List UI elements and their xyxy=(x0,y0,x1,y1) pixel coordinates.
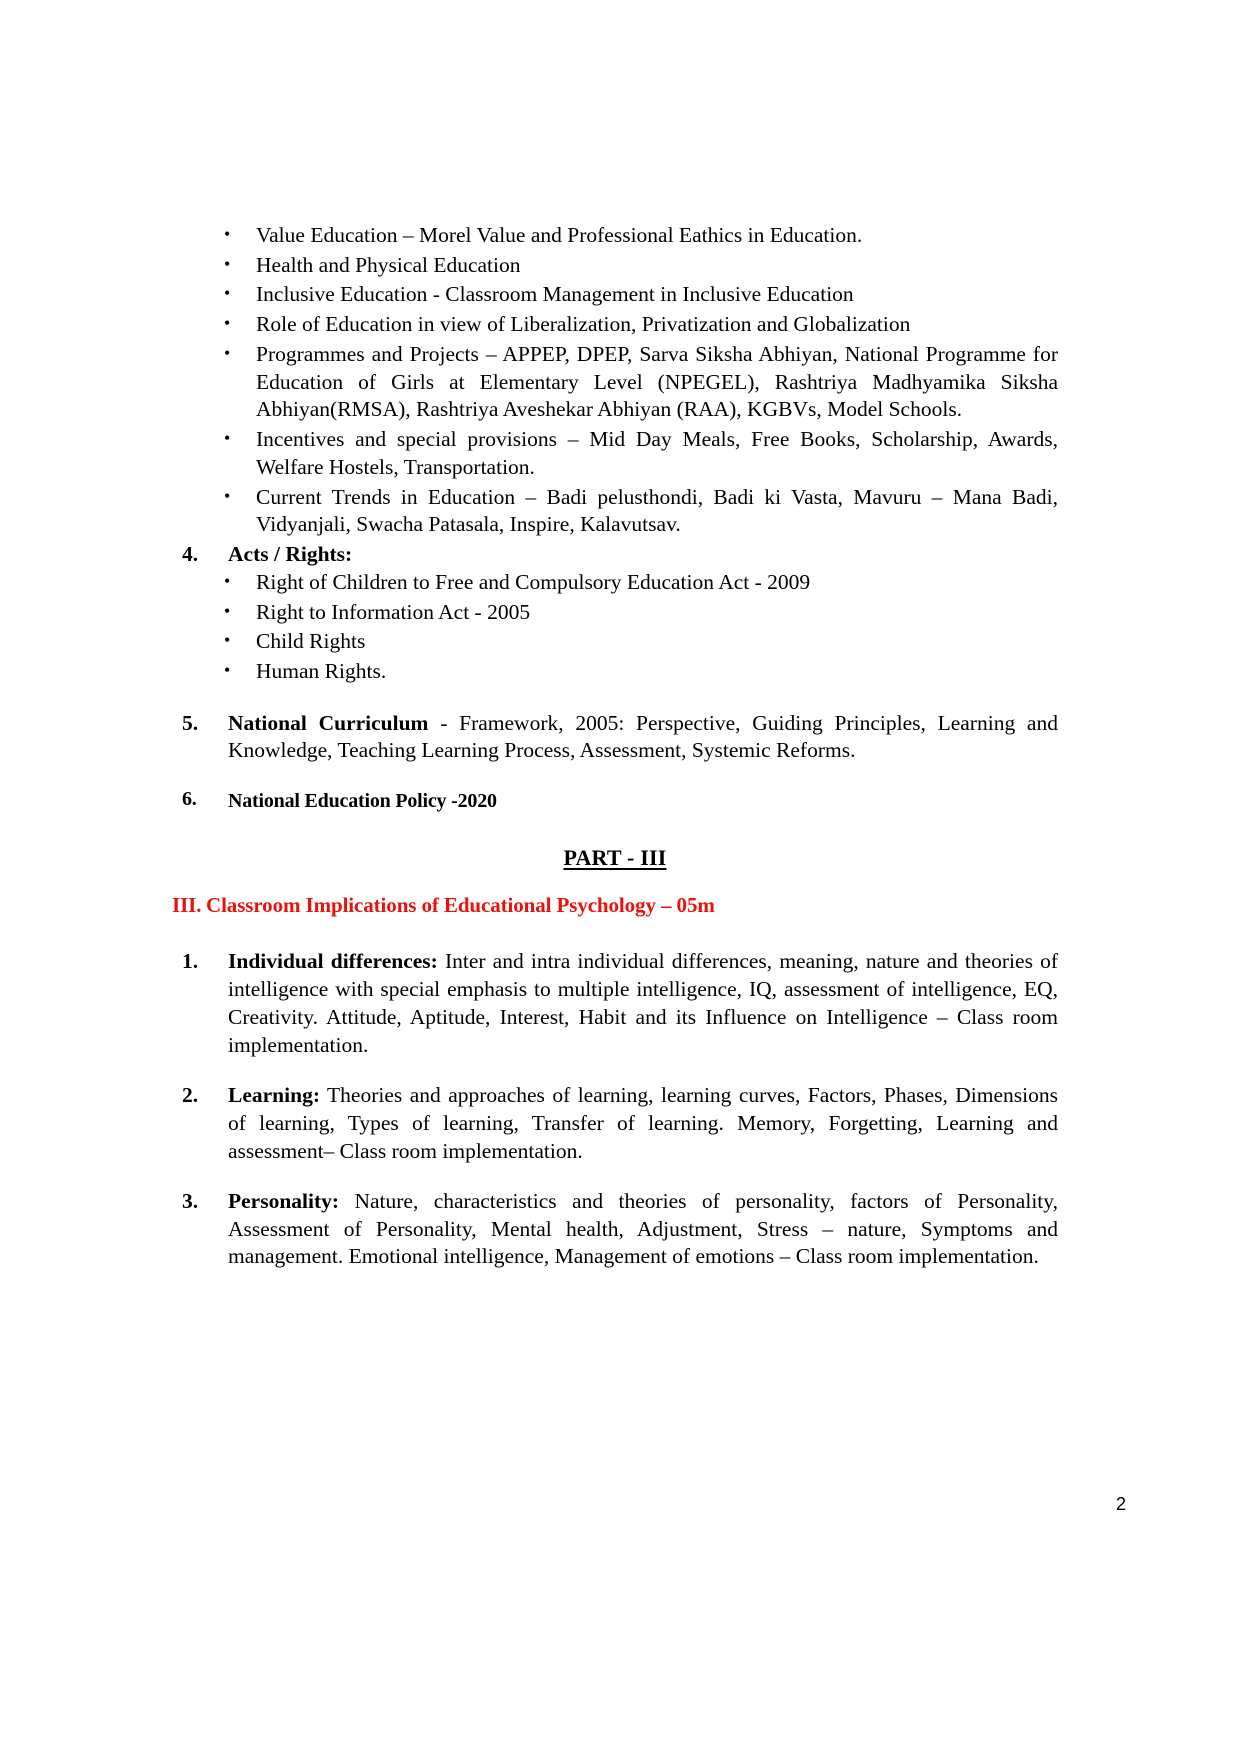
numbered-item-5 xyxy=(172,710,1058,765)
bullet-text: Programmes and Projects – APPEP, DPEP, Sarva Siksha Abhiyan, National Programme for Education of Girls at Elementary Level (NPEGEL), Rashtriya Madhyamika Siksha Abhiyan(RMSA), Rashtriya Aveshekar Abhiyan (RAA), KGBVs, Model Schools. xyxy=(256,341,1058,422)
list-item xyxy=(172,222,1058,250)
item-lead: National Curriculum xyxy=(228,710,429,735)
section-title: Classroom Implications of Educational Psychology – 05m xyxy=(206,893,715,918)
item-body: - Framework, 2005: Perspective, Guiding Principles, Learning and Knowledge, Teaching Learning Process, Assessment, Systemic Reforms. xyxy=(228,710,1058,763)
bullet-text: Incentives and special provisions – Mid Day Meals, Free Books, Scholarship, Awards, Welfare Hostels, Transportation. xyxy=(256,427,1058,479)
item-number: 4. xyxy=(182,542,199,567)
psychology-item-2 xyxy=(172,1082,1058,1166)
bullet-text: Inclusive Education - Classroom Management in Inclusive Education xyxy=(256,282,854,307)
page-content xyxy=(172,222,1058,1271)
psychology-item-1 xyxy=(172,948,1058,1060)
item-number: 3. xyxy=(182,1188,199,1213)
item-number: 1. xyxy=(182,949,199,974)
list-item xyxy=(172,569,1058,597)
numbered-item-6 xyxy=(172,787,1058,815)
spacer xyxy=(172,688,1058,710)
list-item xyxy=(172,311,1058,339)
spacer xyxy=(172,918,1058,948)
list-item xyxy=(172,599,1058,627)
item-number: 6. xyxy=(182,788,197,811)
bullet-text: Child Rights xyxy=(256,629,366,654)
part-heading-text: PART - III xyxy=(563,845,667,871)
item-heading: National Education Policy -2020 xyxy=(228,790,497,813)
part-heading xyxy=(172,845,1058,871)
list-item xyxy=(172,426,1058,481)
item-body: Inter and intra individual differences, meaning, nature and theories of intelligence with special emphasis to multiple intelligence, IQ, assessment of intelligence, EQ, Creativity. Attitude, Aptitude, Interest, Habit and its Influence on Intelligence – Class room implementation. xyxy=(228,949,1058,1057)
spacer xyxy=(172,871,1058,893)
bullet-text: Role of Education in view of Liberalization, Privatization and Globalization xyxy=(256,312,911,337)
bullet-text: Current Trends in Education – Badi pelusthondi, Badi ki Vasta, Mavuru – Mana Badi, Vidyanjali, Swacha Patasala, Inspire, Kalavutsav. xyxy=(256,484,1058,537)
list-item xyxy=(172,484,1058,539)
item-lead: Personality: xyxy=(228,1188,340,1213)
item-lead: Learning: xyxy=(228,1082,320,1107)
spacer xyxy=(172,1166,1058,1188)
item-number: 5. xyxy=(182,710,199,735)
part2-bullet-list xyxy=(172,222,1058,539)
list-item xyxy=(172,628,1058,656)
spacer xyxy=(172,1060,1058,1082)
item-body: Theories and approaches of learning, learning curves, Factors, Phases, Dimensions of learning, Types of learning, Transfer of learning. Memory, Forgetting, Learning and assessment– Class room implementation. xyxy=(228,1082,1058,1163)
section-heading-part3 xyxy=(172,893,1058,918)
item-body: Nature, characteristics and theories of personality, factors of Personality, Assessment of Personality, Mental health, Adjustment, Stress – nature, Symptoms and management. Emotional intelligence, Management of emotions – Class room implementation. xyxy=(228,1188,1058,1269)
numbered-item-4 xyxy=(172,541,1058,569)
list-item xyxy=(172,658,1058,686)
page-number: 2 xyxy=(1115,1494,1126,1514)
acts-rights-bullet-list xyxy=(172,569,1058,686)
bullet-text: Value Education – Morel Value and Professional Eathics in Education. xyxy=(256,223,863,247)
bullet-text: Right to Information Act - 2005 xyxy=(256,599,531,624)
spacer xyxy=(172,815,1058,845)
item-number: 2. xyxy=(182,1082,199,1107)
list-item xyxy=(172,252,1058,280)
bullet-text: Right of Children to Free and Compulsory Education Act - 2009 xyxy=(256,569,811,594)
bullet-text: Health and Physical Education xyxy=(256,252,521,277)
item-lead: Individual differences: xyxy=(228,949,438,974)
spacer xyxy=(172,765,1058,787)
bullet-text: Human Rights. xyxy=(256,659,387,684)
section-roman-numeral: III. xyxy=(172,893,202,918)
item-heading: Acts / Rights: xyxy=(228,542,353,567)
psychology-item-3 xyxy=(172,1188,1058,1272)
list-item xyxy=(172,281,1058,309)
list-item xyxy=(172,341,1058,424)
